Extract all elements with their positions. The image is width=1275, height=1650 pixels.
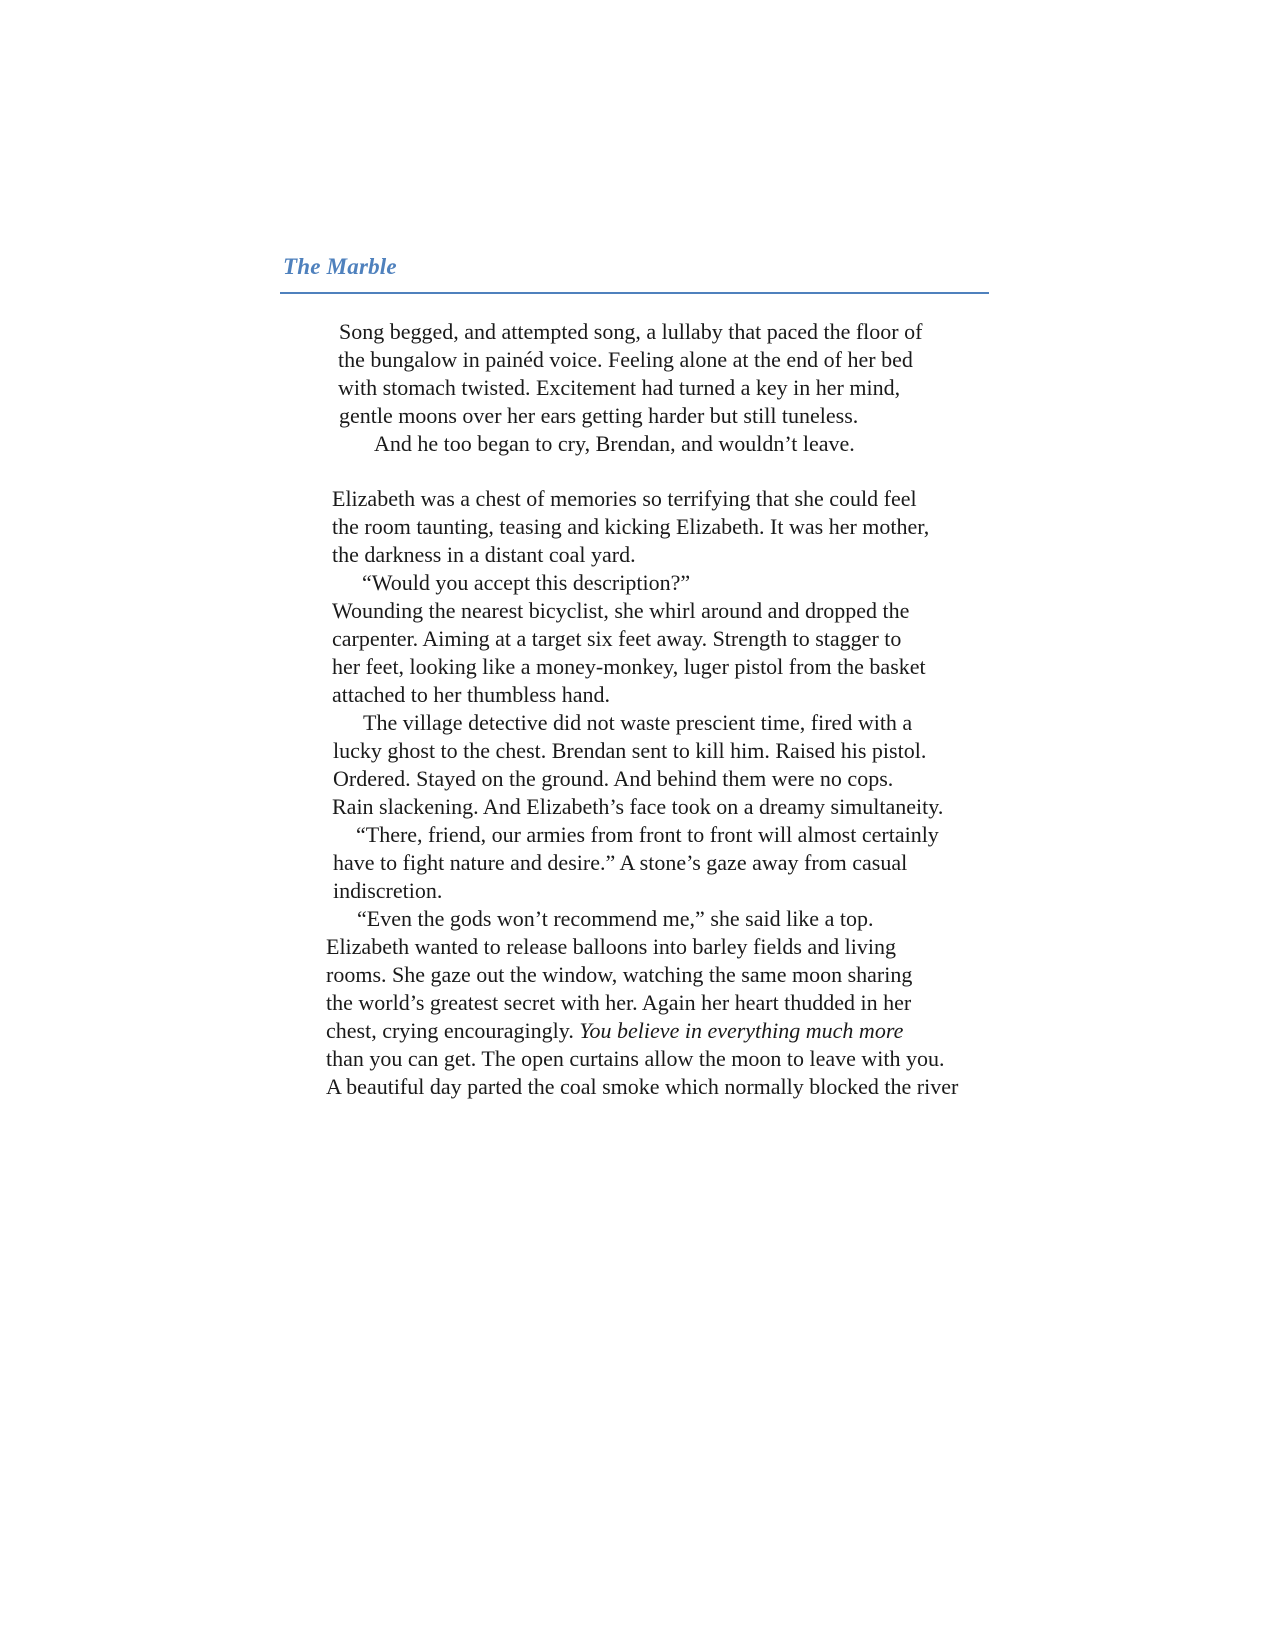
text-line: the bungalow in painéd voice. Feeling alone at the end of her bed bbox=[338, 347, 913, 372]
text-line: Rain slackening. And Elizabeth’s face took on a dreamy simultaneity. bbox=[332, 794, 944, 819]
text-line: Elizabeth wanted to release balloons into barley fields and living bbox=[326, 934, 896, 959]
text-line: the world’s greatest secret with her. Again her heart thudded in her bbox=[326, 990, 912, 1015]
text-line: Song begged, and attempted song, a lullaby that paced the floor of bbox=[339, 319, 923, 344]
text-line: Elizabeth was a chest of memories so terrifying that she could feel bbox=[332, 486, 917, 511]
text-line: attached to her thumbless hand. bbox=[332, 682, 610, 707]
italic-text-segment: You believe in everything much more bbox=[579, 1018, 904, 1043]
text-line: her feet, looking like a money-monkey, luger pistol from the basket bbox=[332, 654, 926, 679]
text-line: “There, friend, our armies from front to front will almost certainly bbox=[356, 822, 939, 847]
text-line: have to fight nature and desire.” A stone’s gaze away from casual bbox=[333, 850, 908, 875]
text-line: with stomach twisted. Excitement had turned a key in her mind, bbox=[338, 375, 901, 400]
text-line: gentle moons over her ears getting harder but still tuneless. bbox=[339, 403, 859, 428]
text-line: the room taunting, teasing and kicking Elizabeth. It was her mother, bbox=[332, 514, 930, 539]
text-line: carpenter. Aiming at a target six feet away. Strength to stagger to bbox=[332, 626, 902, 651]
text-line: The village detective did not waste prescient time, fired with a bbox=[363, 710, 913, 735]
text-line: A beautiful day parted the coal smoke which normally blocked the river bbox=[326, 1074, 959, 1099]
title-divider bbox=[280, 292, 989, 294]
text-segment: chest, crying encouragingly. bbox=[326, 1018, 574, 1043]
page-title: The Marble bbox=[283, 254, 397, 279]
text-line: the darkness in a distant coal yard. bbox=[332, 542, 636, 567]
text-line: indiscretion. bbox=[333, 878, 443, 903]
text-line: And he too began to cry, Brendan, and wouldn’t leave. bbox=[374, 431, 855, 456]
text-line: rooms. She gaze out the window, watching the same moon sharing bbox=[326, 962, 913, 987]
text-line: Wounding the nearest bicyclist, she whirl around and dropped the bbox=[332, 598, 910, 623]
text-line bbox=[326, 1017, 903, 1045]
text-line: “Even the gods won’t recommend me,” she said like a top. bbox=[357, 906, 874, 931]
italic-text-line: than you can get. The open curtains allow the moon to leave with you. bbox=[326, 1046, 945, 1071]
text-line: “Would you accept this description?” bbox=[362, 570, 691, 595]
text-line: Ordered. Stayed on the ground. And behind them were no cops. bbox=[333, 766, 894, 791]
text-line: lucky ghost to the chest. Brendan sent to kill him. Raised his pistol. bbox=[333, 738, 927, 763]
